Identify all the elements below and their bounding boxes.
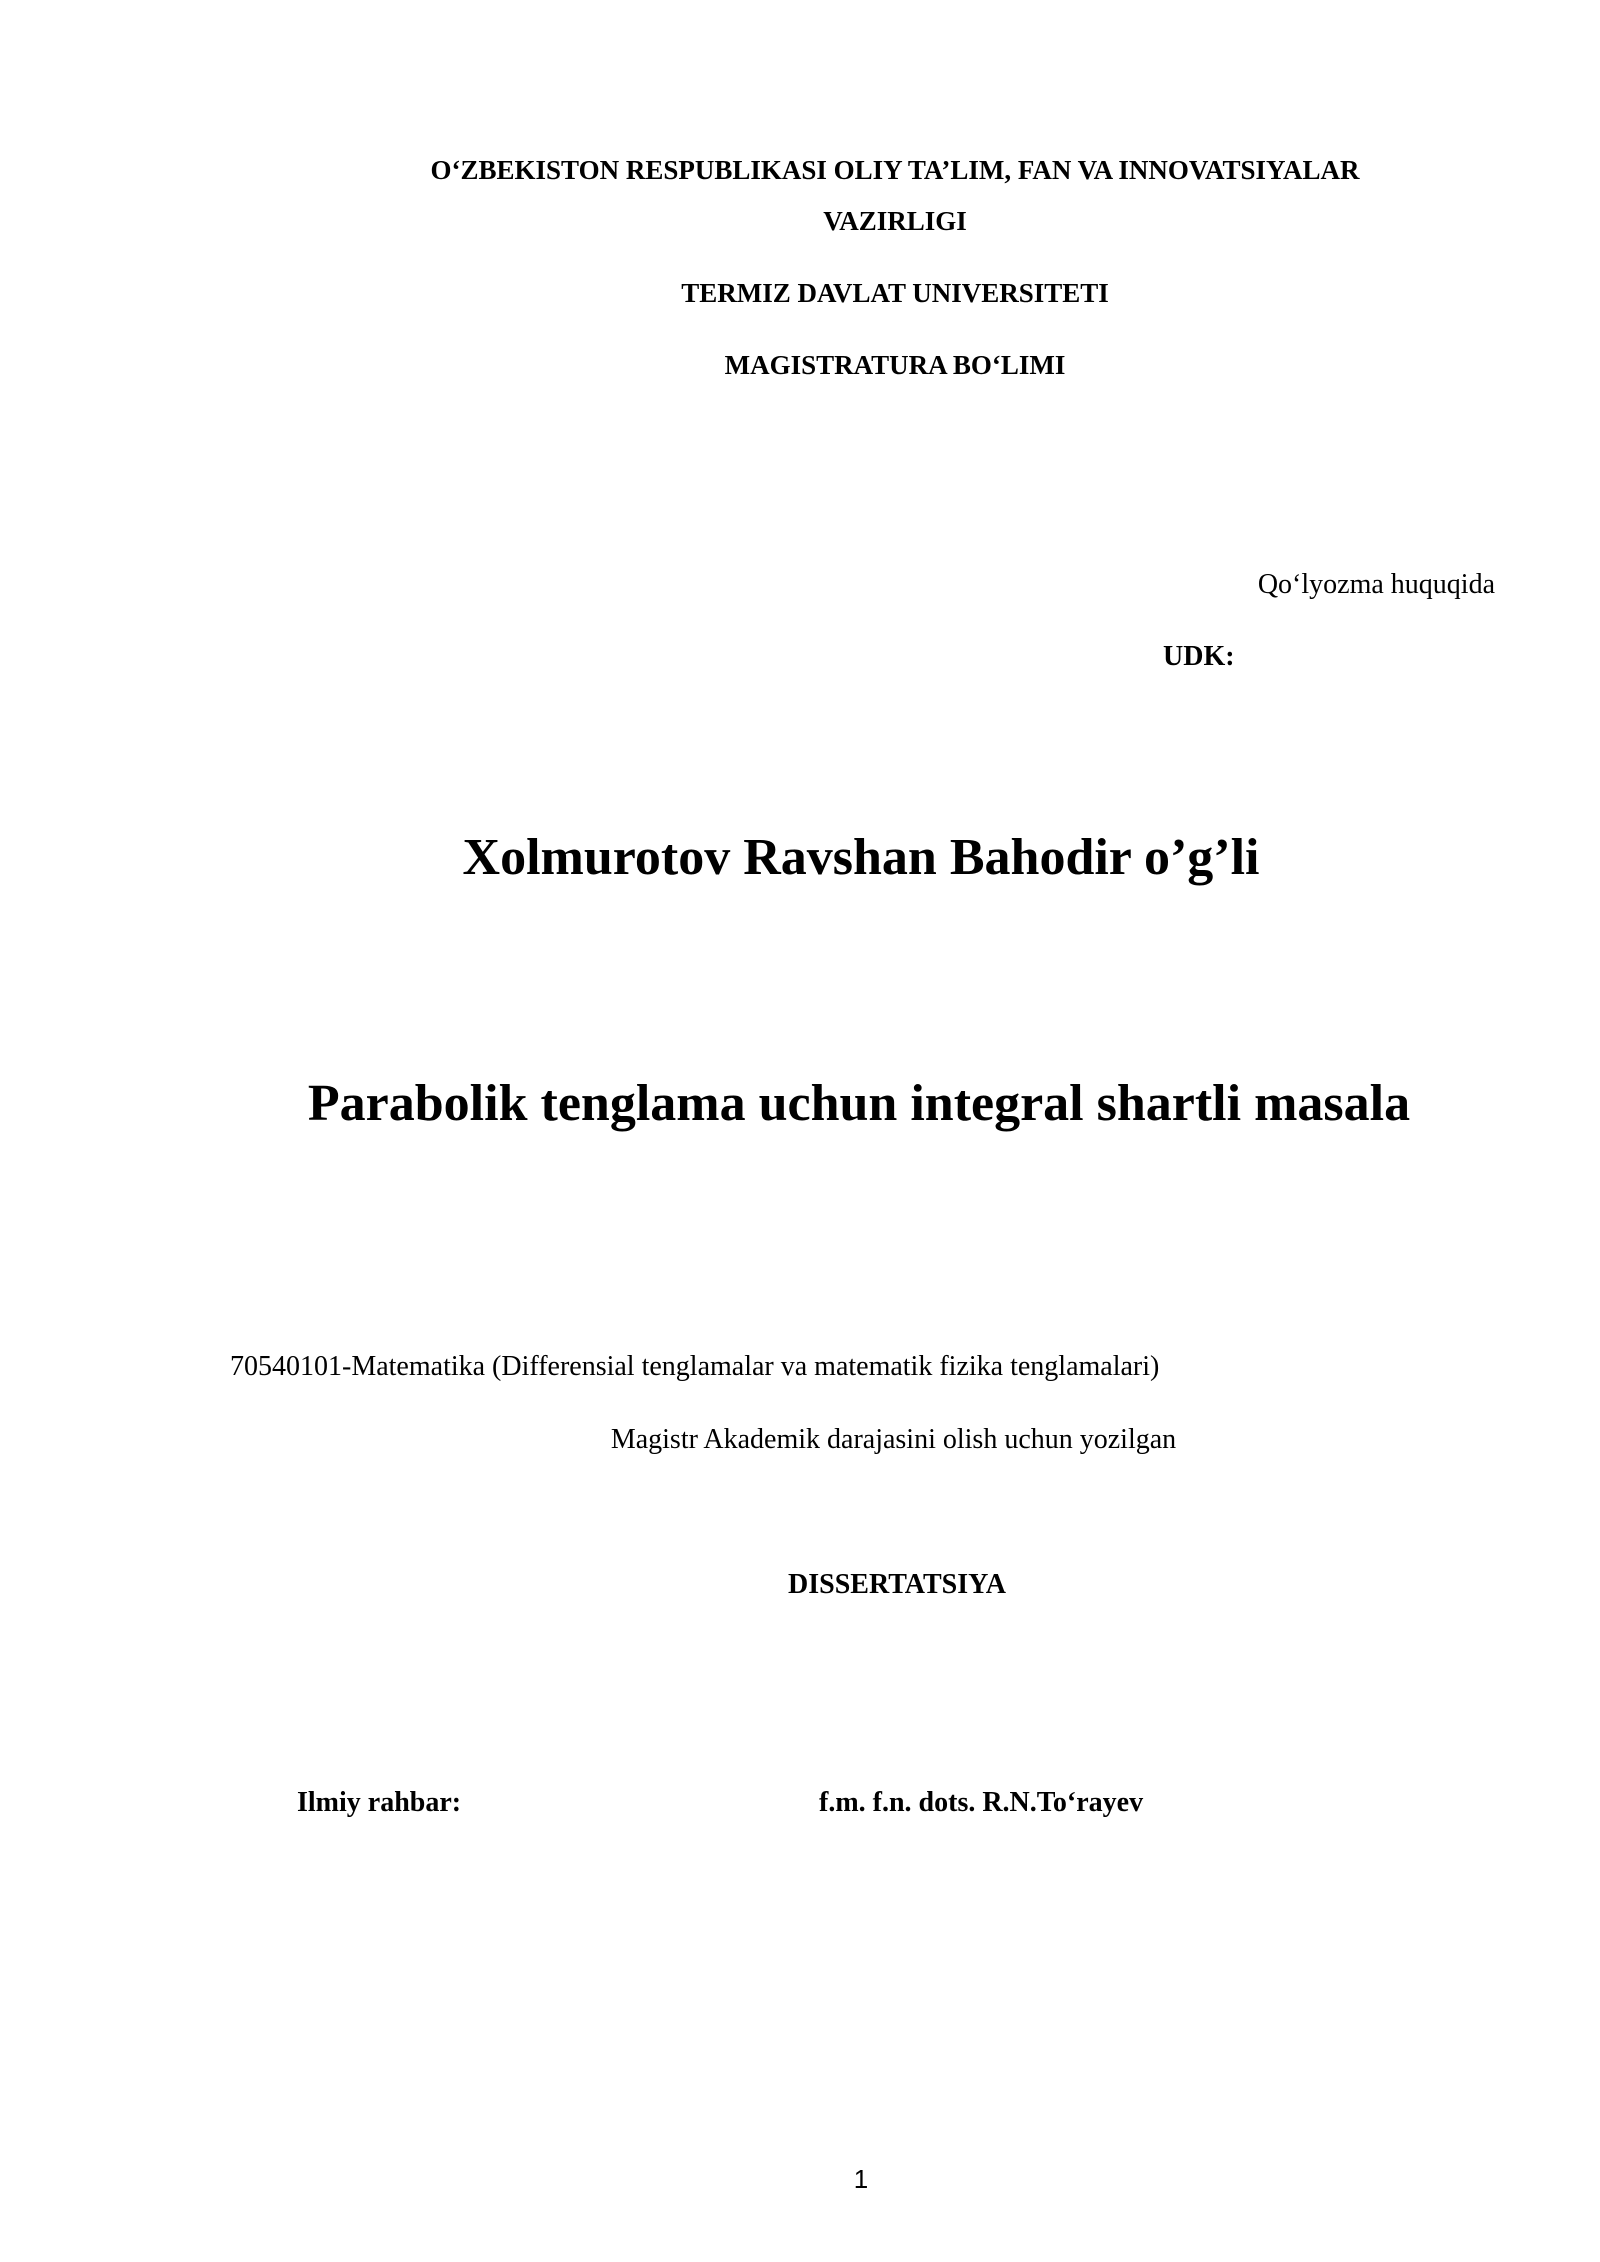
document-type: DISSERTATSIYA (788, 1569, 1006, 1600)
author-name: Xolmurotov Ravshan Bahodir o’g’li (462, 829, 1260, 886)
thesis-title: Parabolik tenglama uchun integral shartli masala (307, 1075, 1411, 1132)
supervisor-label: Ilmiy rahbar: (297, 1787, 462, 1818)
supervisor-name: f.m. f.n. dots. R.N.To‘rayev (819, 1787, 1144, 1818)
ministry-name-line-2: VAZIRLIGI (823, 206, 967, 236)
degree-purpose: Magistr Akademik darajasini olish uchun yozilgan (610, 1424, 1177, 1455)
specialty-code: 70540101-Matematika (Differensial tenglamalar va matematik fizika tenglamalari) (230, 1351, 1160, 1382)
udk-label: UDK: (1163, 641, 1235, 672)
university-name: TERMIZ DAVLAT UNIVERSITETI (681, 278, 1109, 308)
ministry-name-line-1: O‘ZBEKISTON RESPUBLIKASI OLIY TA’LIM, FAN VA INNOVATSIYALAR (430, 155, 1360, 185)
page-number: 1 (853, 2164, 869, 2194)
manuscript-rights-note: Qo‘lyozma huquqida (1257, 569, 1495, 600)
department-name: MAGISTRATURA BO‘LIMI (724, 350, 1066, 380)
